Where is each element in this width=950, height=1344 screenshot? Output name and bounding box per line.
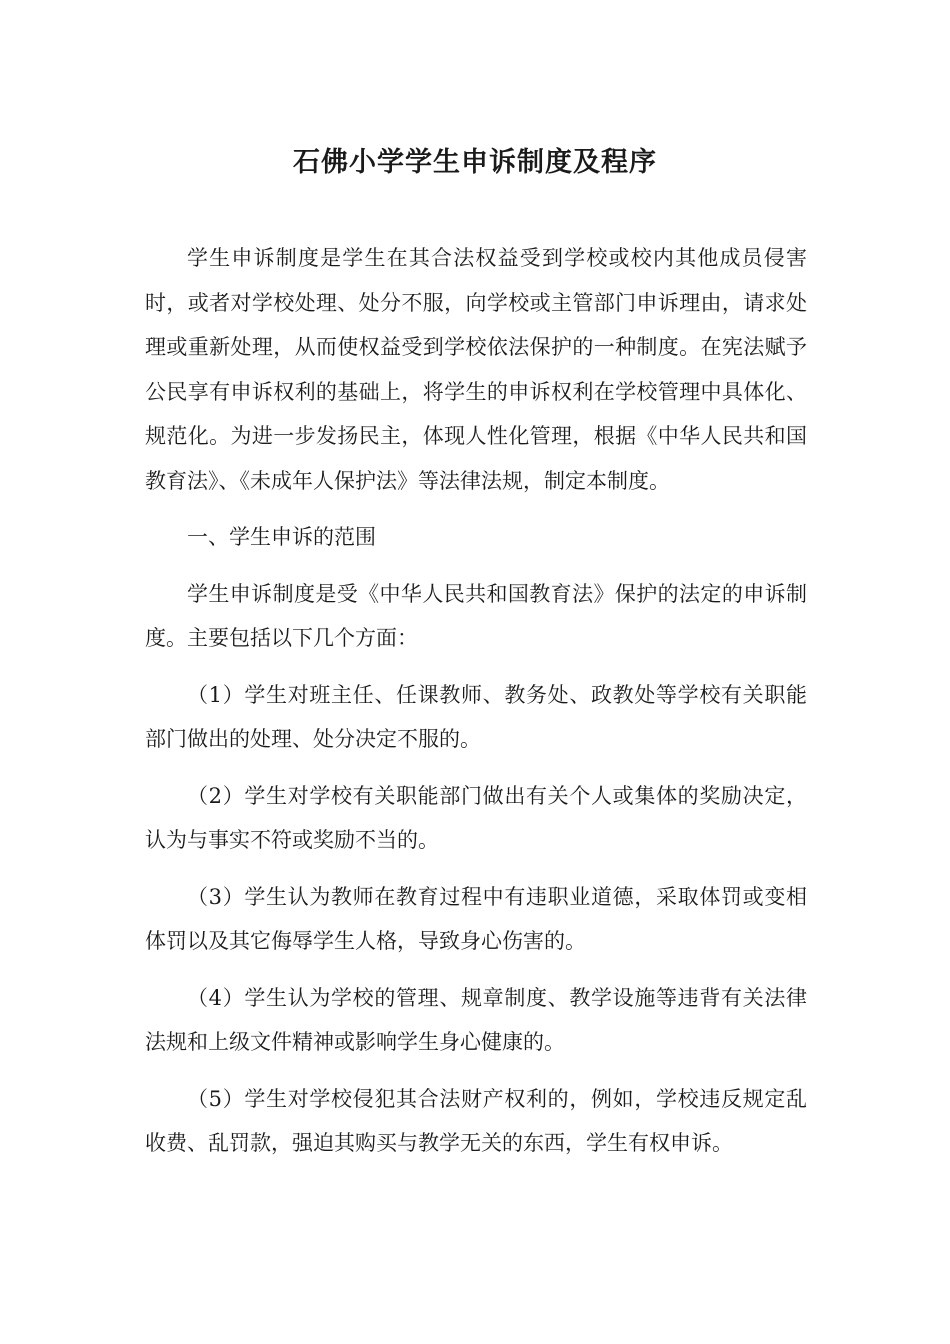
section-heading: 一、学生申诉的范围 [187, 525, 376, 549]
list-item-4: （4）学生认为学校的管理、规章制度、教学设施等违背有关法律法规和上级文件精神或影响学生身心健康的。 [145, 985, 807, 1054]
list-item-3: （3）学生认为教师在教育过程中有违职业道德，采取体罚或变相体罚以及其它侮辱学生人格，导致身心伤害的。 [145, 884, 807, 953]
document-title: 石佛小学学生申诉制度及程序 [293, 147, 657, 178]
scope-paragraph: 学生申诉制度是受《中华人民共和国教育法》保护的法定的申诉制度。主要包括以下几个方面： [145, 581, 807, 650]
list-item-5: （5）学生对学校侵犯其合法财产权利的，例如，学校违反规定乱收费、乱罚款，强迫其购买与教学无关的东西，学生有权申诉。 [145, 1086, 807, 1155]
intro-paragraph: 学生申诉制度是学生在其合法权益受到学校或校内其他成员侵害时，或者对学校处理、处分不服，向学校或主管部门申诉理由，请求处理或重新处理，从而使权益受到学校依法保护的一种制度。在宪法赋予公民享有申诉权利的基础上，将学生的申诉权利在学校管理中具体化、规范化。为进一步发扬民主，体现人性化管理，根据《中华人民共和国教育法》、《未成年人保护法》等法律法规，制定本制度。 [145, 246, 807, 493]
list-item-2: （2）学生对学校有关职能部门做出有关个人或集体的奖励决定，认为与事实不符或奖励不当的。 [145, 783, 807, 852]
document-body [145, 236, 807, 1178]
list-item-1: （1）学生对班主任、任课教师、教务处、政教处等学校有关职能部门做出的处理、处分决定不服的。 [145, 682, 807, 751]
